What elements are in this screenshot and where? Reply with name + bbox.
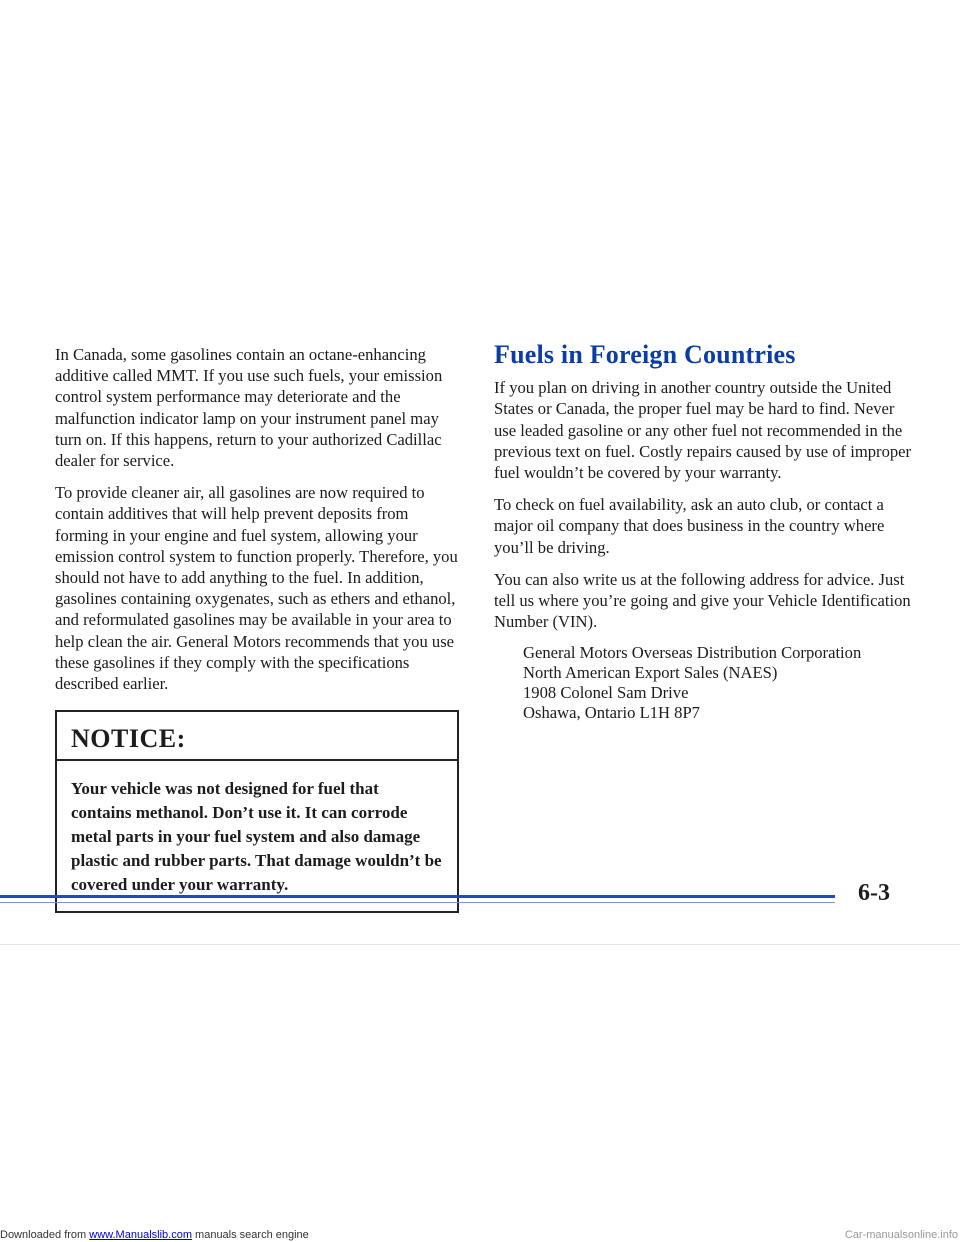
notice-box: [55, 710, 459, 913]
page-edge-line: [0, 944, 960, 945]
address-line: General Motors Overseas Distribution Corporation: [523, 643, 862, 663]
paragraph-additives: To provide cleaner air, all gasolines are now required to contain additives that will help prevent deposits from forming in your engine and fuel system, allowing your emission control system to function properly. Therefore, you should not have to add anything to the fuel. In addition, gasolines containing oxygenates, such as ethers and ethanol, and reformulated gasolines may be available in your area to help clean the air. General Motors recommends that you use these gasolines if they comply with the specifications described earlier.: [55, 483, 458, 694]
left-column: [55, 344, 460, 913]
watermark-text: Car-manualsonline.info: [844, 1229, 958, 1241]
paragraph-availability: To check on fuel availability, ask an auto club, or contact a major oil company that does business in the country where you’ll be driving.: [494, 495, 885, 557]
address-line: Oshawa, Ontario L1H 8P7: [523, 703, 700, 723]
address-line: North American Export Sales (NAES): [523, 663, 778, 683]
footer-prefix: Downloaded from: [0, 1229, 90, 1241]
notice-body: Your vehicle was not designed for fuel that contains methanol. Don’t use it. It can corrode metal parts in your fuel system and also damage plastic and rubber parts. That damage wouldn’t be covered under your warranty.: [71, 779, 442, 895]
footer-rule: [0, 895, 835, 898]
paragraph-write-us: You can also write us at the following address for advice. Just tell us where you’re going and give your Vehicle Identification Number (VIN).: [494, 569, 911, 632]
paragraph-foreign: If you plan on driving in another country outside the United States or Canada, the proper fuel may be hard to find. Never use leaded gasoline or any other fuel not recommended in the previous text on fuel. Costly repairs caused by use of improper fuel wouldn’t be covered by your warranty.: [494, 378, 912, 483]
address-line: 1908 Colonel Sam Drive: [523, 683, 689, 703]
notice-heading: NOTICE:: [57, 712, 457, 761]
paragraph-mmt: In Canada, some gasolines contain an octane-enhancing additive called MMT. If you use such fuels, your emission control system performance may deteriorate and the malfunction indicator lamp on your instrument panel may turn on. If this happens, return to your authorized Cadillac dealer for service.: [55, 345, 443, 471]
download-footer: [0, 1228, 960, 1242]
page-number: 6-3: [858, 880, 890, 906]
mailing-address: [523, 643, 914, 723]
section-heading: Fuels in Foreign Countries: [494, 340, 796, 369]
footer-suffix: manuals search engine: [191, 1229, 309, 1241]
footer-rule-thin: [0, 902, 835, 903]
manualslib-link[interactable]: www.Manualslib.com: [89, 1229, 192, 1241]
right-column: [494, 340, 914, 723]
